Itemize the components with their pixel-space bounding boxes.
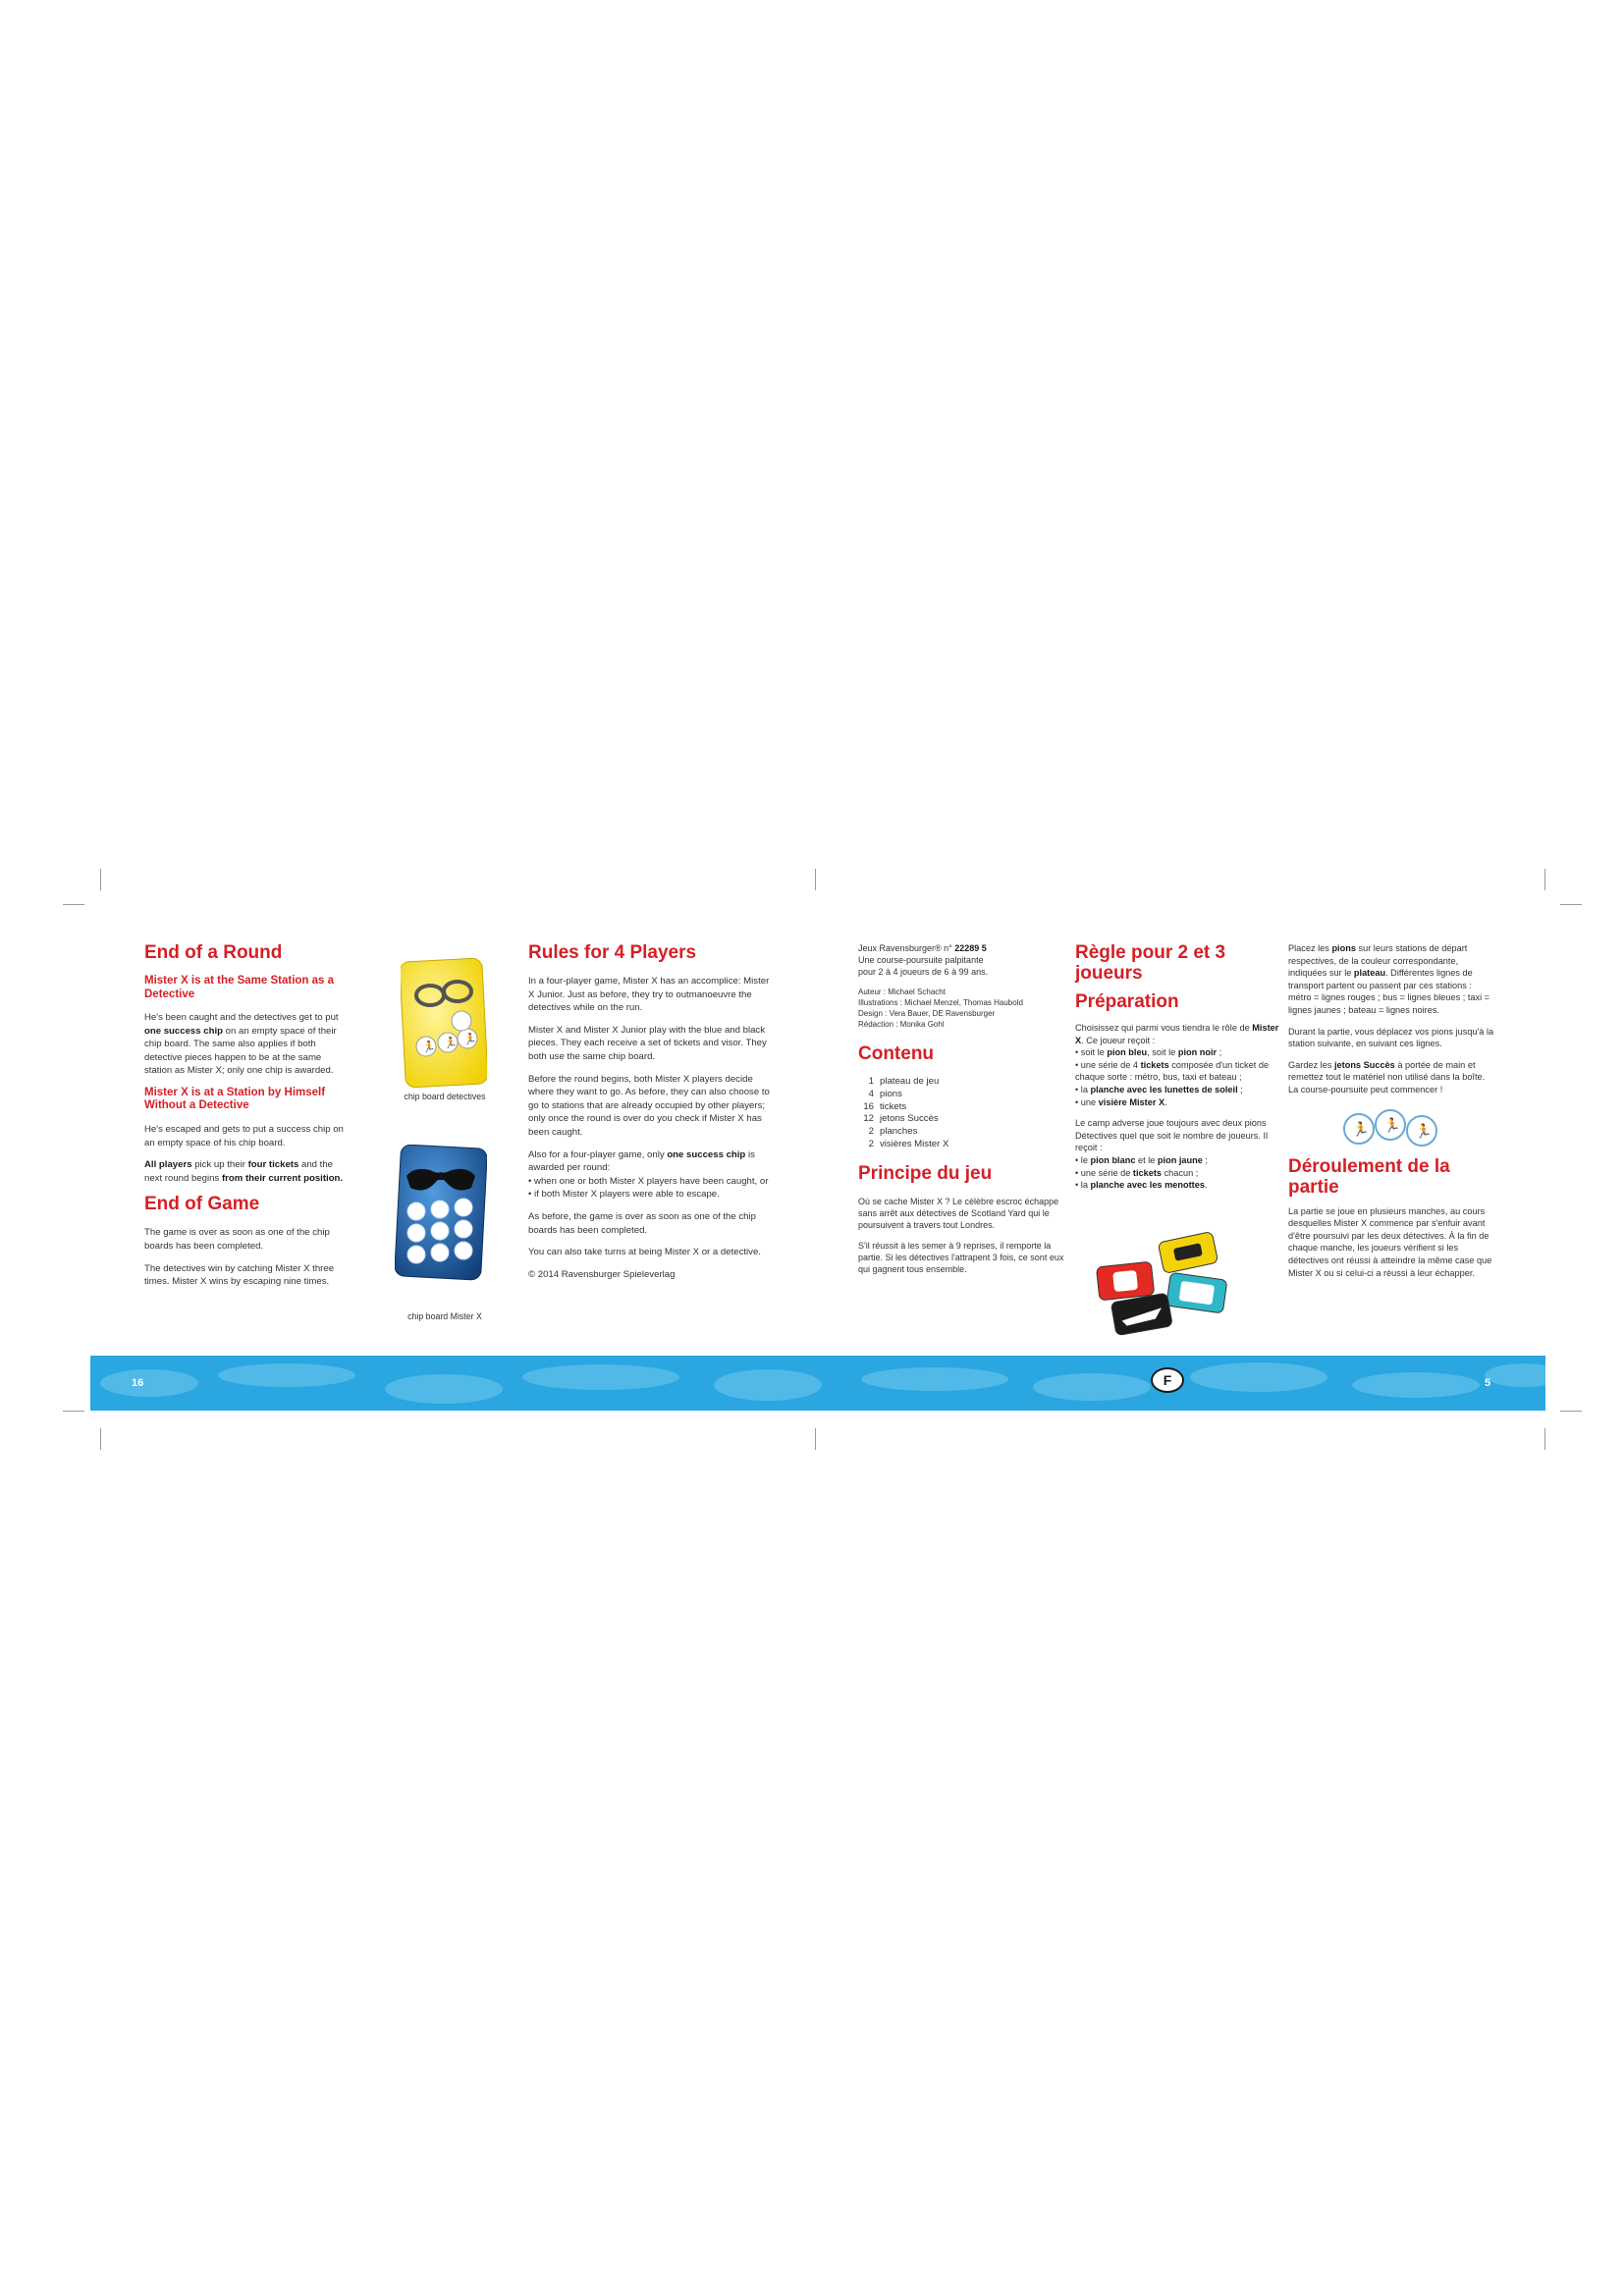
text-run-bold: plateau [1353, 968, 1386, 979]
quantity: 1 [868, 1076, 874, 1087]
copyright: © 2014 Ravensburger Spieleverlag [528, 1268, 676, 1280]
taxi-ticket-icon [1158, 1232, 1218, 1274]
heading-regle-2-3: Règle pour 2 et 3 joueurs [1075, 942, 1226, 984]
paragraph-where: Où se cache Mister X ? Le célèbre escroc échappe sans arrêt aux détectives de Scotland Yard qui le poursuivent à travers tout Londres. [858, 1196, 1059, 1230]
text-run: ; [1202, 1154, 1208, 1165]
paragraph-game-over-4p: As before, the game is over as soon as one of the chip boards has been completed. [528, 1210, 756, 1236]
table-row [860, 1089, 954, 1101]
paragraph-caught [144, 1011, 351, 1078]
item: tickets [880, 1100, 907, 1112]
text-run-bold: pion jaune [1157, 1154, 1203, 1165]
text-run-bold: one success chip [144, 1025, 223, 1037]
language-badge: F [1151, 1367, 1184, 1393]
text-run: , soit le [1147, 1047, 1178, 1058]
text-run: composée d'un ticket de chaque sorte : métro, bus, taxi et bateau ; [1075, 1059, 1270, 1083]
item: jetons Succès [880, 1113, 939, 1125]
credits [858, 987, 1064, 1030]
text-run: Gardez les [1288, 1059, 1334, 1070]
map-pattern [90, 1356, 1545, 1411]
paragraph-detectives-camp: Le camp adverse joue toujours avec deux pions Détectives quel que soit le nombre de joueurs. Il reçoit : [1075, 1118, 1269, 1153]
crop-mark [1544, 1428, 1545, 1450]
crop-mark [100, 1428, 101, 1450]
page-number-left: 16 [132, 1377, 144, 1389]
heading-contenu: Contenu [858, 1043, 935, 1064]
left-col-four-players [528, 942, 776, 1290]
player-count: pour 2 à 4 joueurs de 6 à 99 ans. [858, 967, 989, 977]
text-run-bold: from their current position. [221, 1172, 344, 1184]
list-success-conditions [528, 1175, 776, 1201]
crop-mark [63, 1411, 84, 1412]
text-run: sur leurs stations de départ respectives, de la couleur correspondante, indiquées sur le [1288, 943, 1468, 979]
list-detective-items [1075, 1154, 1287, 1192]
heading-preparation: Préparation [1075, 991, 1179, 1012]
caption-chip-board-detectives: chip board detectives [404, 1092, 486, 1101]
handcuffs-icon [401, 958, 487, 1088]
heading-principe: Principe du jeu [858, 1162, 993, 1184]
item: visières Mister X [880, 1138, 949, 1149]
paragraph-place-pieces [1288, 942, 1496, 1017]
success-chips-image [1339, 1105, 1496, 1148]
table-row [860, 1101, 954, 1114]
crop-mark [1544, 869, 1545, 890]
text-run: and the next round begins [144, 1159, 333, 1184]
text-run-bold: pion blanc [1090, 1154, 1136, 1165]
text-run: chacun ; [1162, 1167, 1199, 1178]
crop-mark [100, 869, 101, 890]
table-row [860, 1139, 954, 1151]
text-run-bold: tickets [1140, 1059, 1169, 1070]
text-run: une série de 4 [1080, 1059, 1141, 1070]
text-run: pick up their [191, 1159, 248, 1171]
paragraph-escaped: He's escaped and gets to put a success chip on an empty space of his chip board. [144, 1123, 344, 1148]
tickets-image [1092, 1229, 1239, 1337]
text-run: Jeux Ravensburger® n° [858, 943, 955, 953]
paragraph-during-game: Durant la partie, vous déplacez vos pions jusqu'à la station suivante, en suivant ces lignes. [1288, 1026, 1494, 1049]
paragraph-win: S'il réussit à les semer à 9 reprises, il remporte la partie. Si les détectives l'attrapent 3 fois, ce sont eux qui gagnent tous ensemble. [858, 1240, 1064, 1274]
text-run: et le [1135, 1154, 1158, 1165]
text-run: à portée de main et remettez tout le matériel non utilisé dans la boîte. [1288, 1059, 1486, 1083]
text-run-bold: four tickets [247, 1159, 299, 1171]
list-item: • when one or both Mister X players have been caught, or [528, 1175, 776, 1189]
right-col-intro [858, 942, 1064, 1284]
text-run-bold: Mister X [1075, 1023, 1279, 1045]
text-run: Placez les [1288, 943, 1332, 953]
quantity: 2 [868, 1126, 874, 1138]
text-run: . Différentes lignes de transport partent ou passent par ces stations : métro = lignes rouges ; bus = lignes bleues ; taxi = lignes jaunes ; bateau = lignes noires. [1288, 968, 1490, 1015]
crop-mark [63, 904, 84, 905]
tagline: Une course-poursuite palpitante [858, 955, 984, 965]
list-item [1075, 1096, 1287, 1109]
text-run: la [1080, 1084, 1091, 1095]
text-run-bold: planche avec les menottes [1090, 1180, 1205, 1191]
credit-line: Illustrations : Michael Menzel, Thomas Haubold [858, 998, 1023, 1007]
list-item [1075, 1046, 1287, 1059]
item: planches [880, 1126, 918, 1138]
text-run-bold: planche avec les lunettes de soleil [1090, 1084, 1238, 1095]
text-run-bold: All players [144, 1159, 192, 1171]
svg-text:🏃: 🏃 [1352, 1121, 1370, 1138]
product-info [858, 942, 1064, 954]
quantity: 2 [868, 1138, 874, 1149]
booklet-spread [90, 923, 1545, 1418]
text-run: . [1204, 1180, 1208, 1191]
text-run-bold: jetons Succès [1333, 1059, 1395, 1070]
crop-mark [1560, 1411, 1582, 1412]
text-run-bold: tickets [1132, 1167, 1163, 1178]
caption-chip-board-mister-x: chip board Mister X [407, 1311, 482, 1321]
list-mister-x-items [1075, 1046, 1287, 1108]
text-run: soit le [1080, 1047, 1108, 1058]
crop-mark [1560, 904, 1582, 905]
credit-line: Design : Vera Bauer, DE Ravensburger [858, 1009, 996, 1018]
quantity: 4 [868, 1088, 874, 1099]
metro-ticket-icon [1096, 1261, 1154, 1301]
boat-ticket-icon [1110, 1293, 1172, 1336]
heading-end-of-game: End of Game [144, 1194, 260, 1215]
credit-line: Auteur : Michael Schacht [858, 988, 946, 996]
quantity: 12 [863, 1113, 874, 1125]
table-row [860, 1113, 954, 1126]
text-run: . Ce joueur reçoit : [1081, 1035, 1156, 1045]
contents-list [858, 1076, 1064, 1151]
table-row [860, 1126, 954, 1139]
text-run-bold: 22289 5 [954, 943, 987, 953]
chip-board-mister-x-image [395, 1145, 487, 1282]
right-col-setup-play [1288, 942, 1496, 1288]
svg-text:🏃: 🏃 [463, 1033, 477, 1045]
chip-board-detectives-image [401, 958, 487, 1088]
text-run: une [1080, 1096, 1099, 1107]
item: pions [880, 1088, 902, 1099]
footer-band [90, 1356, 1545, 1411]
list-item: • if both Mister X players were able to escape. [528, 1188, 776, 1201]
paragraph-start: La course-poursuite peut commencer ! [1288, 1084, 1443, 1095]
list-item [1075, 1179, 1287, 1192]
paragraph-before-round: Before the round begins, both Mister X players decide where they want to go. As before, they can also choose to go to stations that are already occupied by other players; only once the round is over do you check if Mister X has been caught. [528, 1073, 770, 1138]
text-run: ; [1217, 1047, 1222, 1058]
table-row [860, 1076, 954, 1089]
text-run: le [1080, 1154, 1091, 1165]
list-item [1075, 1167, 1287, 1180]
paragraph-success-chip [528, 1148, 776, 1175]
svg-text:🏃: 🏃 [444, 1037, 458, 1049]
sunglasses-icon [395, 1145, 487, 1282]
text-run: He's been caught and the detectives get to put [144, 1012, 339, 1023]
paragraph-keep-chips [1288, 1059, 1496, 1084]
paragraph-winners: The detectives win by catching Mister X three times. Mister X wins by escaping nine times. [144, 1262, 335, 1288]
paragraph-take-turns: You can also take turns at being Mister X or a detective. [528, 1247, 761, 1258]
paragraph-accomplice: In a four-player game, Mister X has an accomplice: Mister X Junior. Just as before, they try to outmanoeuvre the detectives while on the run. [528, 976, 770, 1014]
list-item [1075, 1059, 1287, 1084]
paragraph-choose [1075, 1022, 1287, 1046]
right-col-preparation [1075, 942, 1287, 1201]
text-run-bold: pion bleu [1107, 1047, 1148, 1058]
left-col-end-of-round [144, 942, 351, 1298]
heading-rules-4-players: Rules for 4 Players [528, 942, 697, 963]
paragraph-rounds: La partie se joue en plusieurs manches, au cours desquelles Mister X commence par s'enfuir avant d'être poursuivi par les deux détectives. À la fin de chaque manche, les joueurs vérifient si les détectives ont réussi à atteindre la même case que Mister X ou si celui-ci a réussi à leur échapper. [1288, 1205, 1492, 1278]
svg-text:🏃: 🏃 [1415, 1123, 1433, 1140]
heading-end-of-round: End of a Round [144, 942, 283, 963]
bus-ticket-icon [1166, 1272, 1227, 1313]
list-item [1075, 1084, 1287, 1096]
text-run: on an empty space of their chip board. The same also applies if both detective pieces happen to be at the same station as Mister X; only one chip is awarded. [144, 1025, 337, 1077]
text-run: Choisissez qui parmi vous tiendra le rôle de [1075, 1023, 1253, 1033]
page-number-right: 5 [1485, 1377, 1491, 1389]
paragraph-next-round [144, 1158, 351, 1185]
text-run: is awarded per round: [528, 1148, 755, 1174]
credit-line: Rédaction : Monika Gohl [858, 1020, 945, 1029]
svg-text:🏃: 🏃 [422, 1041, 436, 1053]
list-item [1075, 1154, 1287, 1167]
text-run: ; [1237, 1084, 1243, 1095]
text-run-bold: visière Mister X [1098, 1096, 1165, 1107]
text-run-bold: one success chip [667, 1148, 746, 1160]
text-run-bold: pions [1331, 943, 1356, 953]
svg-text:🏃: 🏃 [1383, 1117, 1401, 1134]
subheading-same-station: Mister X is at the Same Station as a Detective [144, 975, 335, 1000]
subheading-by-himself: Mister X is at a Station by Himself Without a Detective [144, 1086, 326, 1112]
item: plateau de jeu [880, 1076, 940, 1087]
text-run: . [1164, 1096, 1167, 1107]
text-run: la [1080, 1180, 1091, 1191]
crop-mark [815, 869, 816, 890]
heading-deroulement: Déroulement de la partie [1288, 1155, 1450, 1198]
text-run-bold: pion noir [1177, 1047, 1218, 1058]
quantity: 16 [863, 1100, 874, 1112]
paragraph-game-over: The game is over as soon as one of the chip boards has been completed. [144, 1227, 330, 1252]
crop-mark [815, 1428, 816, 1450]
text-run: une série de [1080, 1167, 1133, 1178]
text-run: Also for a four-player game, only [528, 1148, 668, 1160]
paragraph-pieces: Mister X and Mister X Junior play with the blue and black pieces. They each receive a set of tickets and visor. They both use the same chip board. [528, 1024, 767, 1062]
